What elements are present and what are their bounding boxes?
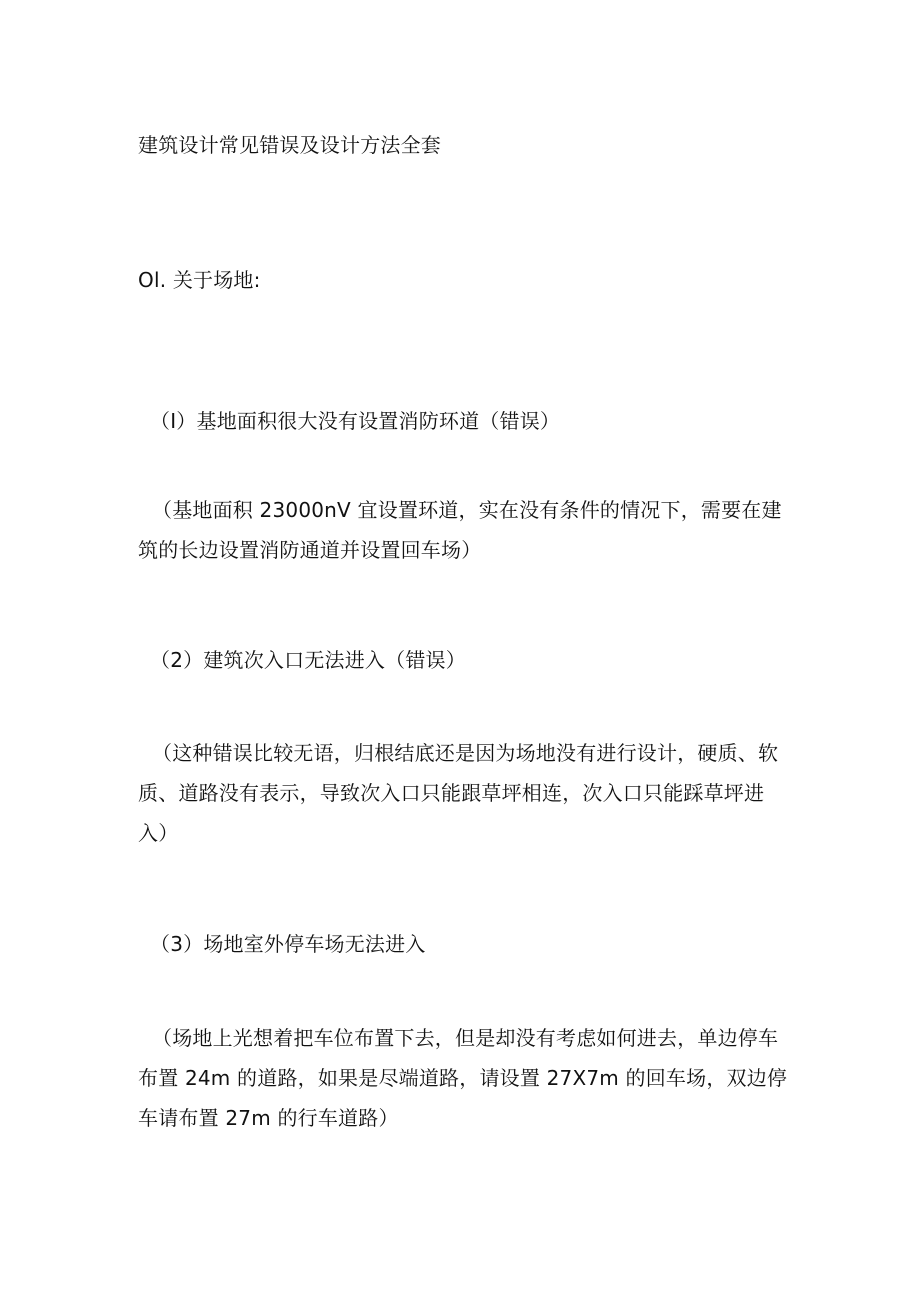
section-heading: Ol. 关于场地: (138, 268, 261, 292)
document-title: 建筑设计常见错误及设计方法全套 (138, 133, 441, 157)
item-1-body: （基地面积 23000nV 宜设置环道，实在没有条件的情况下，需要在建筑的长边设置消防通道并设置回车场） (138, 498, 782, 562)
item-2-heading: （2）建筑次入口无法进入（错误） (150, 648, 466, 672)
item-3-heading: （3）场地室外停车场无法进入 (150, 932, 426, 956)
item-2-body: （这种错误比较无语，归根结底还是因为场地没有进行设计，硬质、软质、道路没有表示，导致次入口只能跟草坪相连，次入口只能踩草坪进入） (138, 741, 779, 845)
item-1-heading: （I）基地面积很大没有设置消防环道（错误） (150, 409, 561, 433)
item-3-body: （场地上光想着把车位布置下去，但是却没有考虑如何进去，单边停车布置 24m 的道路，如果是尽端道路，请设置 27X7m 的回车场，双边停车请布置 27m 的行车道路） (138, 1026, 788, 1130)
